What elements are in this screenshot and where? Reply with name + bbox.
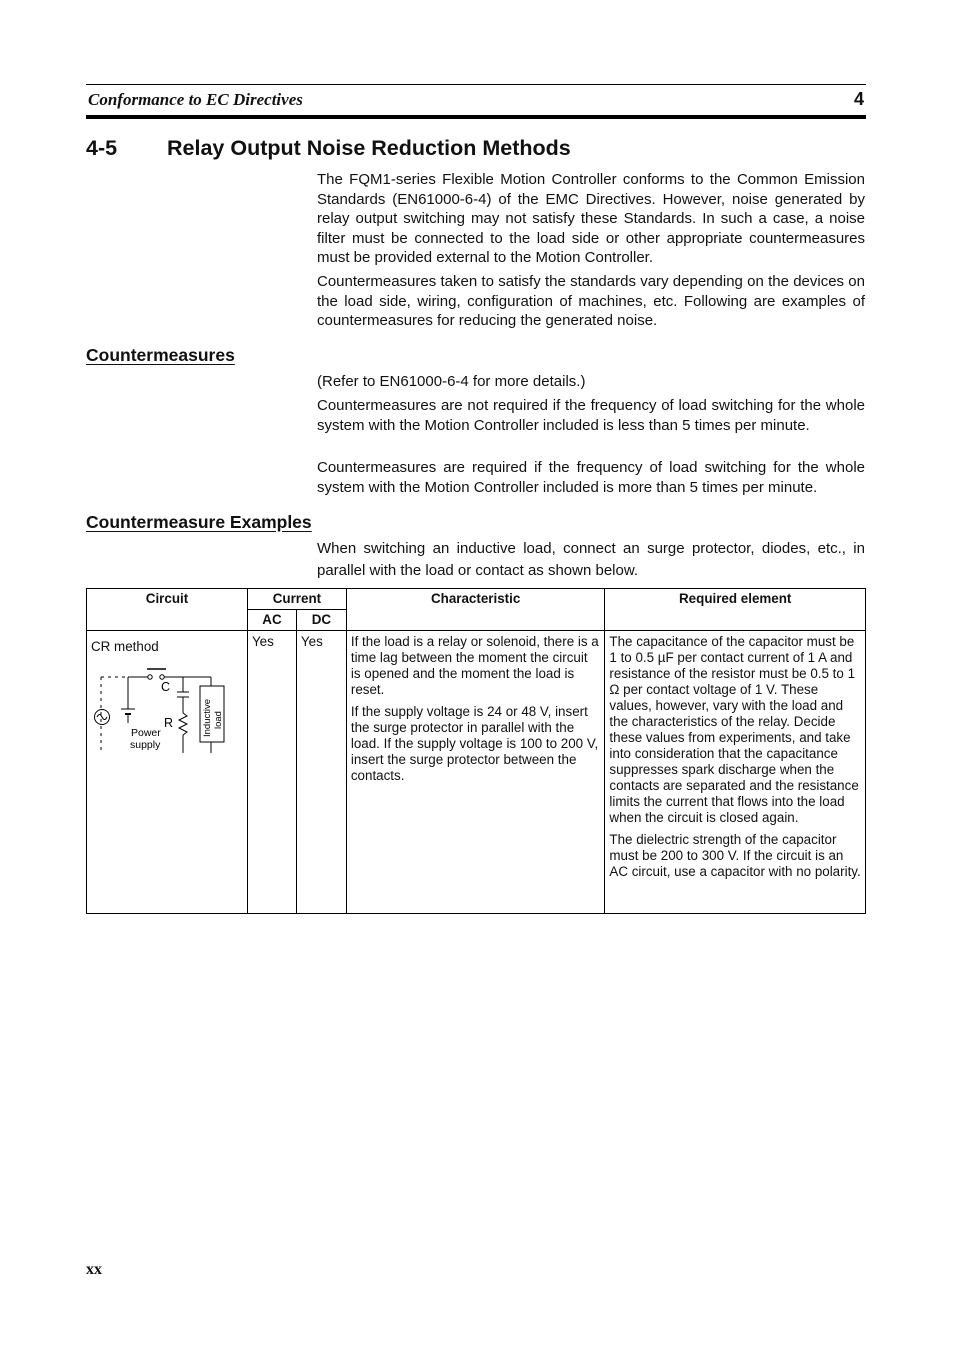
intro-paragraph-1: The FQM1-series Flexible Motion Controller conforms to the Common Emission Standards (EN61000-6-4) of the EMC Directives. However, noise generated by relay output switching may not satisfy these Standards. In such a case, a noise filter must be connected to the load side or other appropriate countermeasures must be provided external to the Motion Controller. xyxy=(317,171,865,266)
page-number: xx xyxy=(86,1261,102,1278)
required-paragraph-2: The dielectric strength of the capacitor must be 200 to 300 V. If the circuit is an AC circuit, use a capacitor with no polarity. xyxy=(609,832,861,879)
dc-cell: Yes xyxy=(296,631,346,914)
contact-right xyxy=(160,675,164,679)
header-dc: DC xyxy=(296,610,346,631)
inductive-load-label-1: Inductive xyxy=(202,698,213,737)
power-supply-label-2: supply xyxy=(130,739,161,751)
ac-source-wave xyxy=(97,715,107,720)
intro-paragraph-2: Countermeasures taken to satisfy the standards vary depending on the devices on the load side, wiring, configuration of machines, etc. Following are examples of countermeasures for reducing the generated noise. xyxy=(317,273,865,329)
section-title-text: Relay Output Noise Reduction Methods xyxy=(167,136,571,160)
characteristic-paragraph-1: If the load is a relay or solenoid, there is a time lag between the moment the circuit is opened and the moment the load is reset. xyxy=(350,634,599,697)
running-header-title: Conformance to EC Directives xyxy=(88,90,303,109)
header-required-element: Required element xyxy=(605,589,866,631)
cr-method-circuit-diagram xyxy=(91,657,241,753)
header-characteristic: Characteristic xyxy=(346,589,605,631)
running-header xyxy=(86,84,866,119)
section-number: 4-5 xyxy=(86,136,118,160)
power-supply-label-1: Power xyxy=(131,727,161,739)
circuit-method-label: CR method xyxy=(91,639,159,654)
countermeasures-paragraph-1: (Refer to EN61000-6-4 for more details.) xyxy=(317,373,586,390)
countermeasure-table xyxy=(86,588,866,914)
characteristic-cell xyxy=(346,631,605,914)
countermeasures-heading: Countermeasures xyxy=(86,345,235,365)
characteristic-paragraph-2: If the supply voltage is 24 or 48 V, insert the surge protector in parallel with the load. If the supply voltage is 100 to 200 V, insert the surge protector between the contacts. xyxy=(350,704,599,783)
resistor-symbol xyxy=(179,713,187,735)
examples-paragraph-1: When switching an inductive load, connect an surge protector, diodes, etc., in parallel with the load or contact as shown below. xyxy=(317,540,865,579)
examples-heading: Countermeasure Examples xyxy=(86,512,312,532)
inductive-load-label-2: load xyxy=(213,711,224,729)
required-element-cell xyxy=(605,631,866,914)
ac-cell: Yes xyxy=(247,631,296,914)
countermeasures-paragraph-2: Countermeasures are not required if the frequency of load switching for the whole system with the Motion Controller included is less than 5 times per minute. xyxy=(317,397,865,434)
header-circuit: Circuit xyxy=(87,589,248,631)
header-ac: AC xyxy=(247,610,296,631)
table-row xyxy=(87,631,866,914)
section-title xyxy=(86,136,571,161)
countermeasures-paragraph-3: Countermeasures are required if the frequency of load switching for the whole system with the Motion Controller included is more than 5 times per minute. xyxy=(317,459,865,496)
contact-left xyxy=(148,675,152,679)
capacitor-label: C xyxy=(161,680,171,694)
resistor-label: R xyxy=(164,716,174,730)
header-current: Current xyxy=(247,589,346,610)
chapter-number: 4 xyxy=(853,89,864,109)
required-paragraph-1: The capacitance of the capacitor must be 1 to 0.5 µF per contact current of 1 A and resistance of the resistor must be 0.5 to 1 Ω per contact voltage of 1 V. These values, however, vary with the load and the characteristics of the relay. Decide these values from experiments, and take into consideration that the capacitance suppresses spark discharge when the contacts are separated and the resistance limits the current that flows into the load when the circuit is closed again. xyxy=(609,634,859,825)
circuit-cell xyxy=(87,631,248,914)
